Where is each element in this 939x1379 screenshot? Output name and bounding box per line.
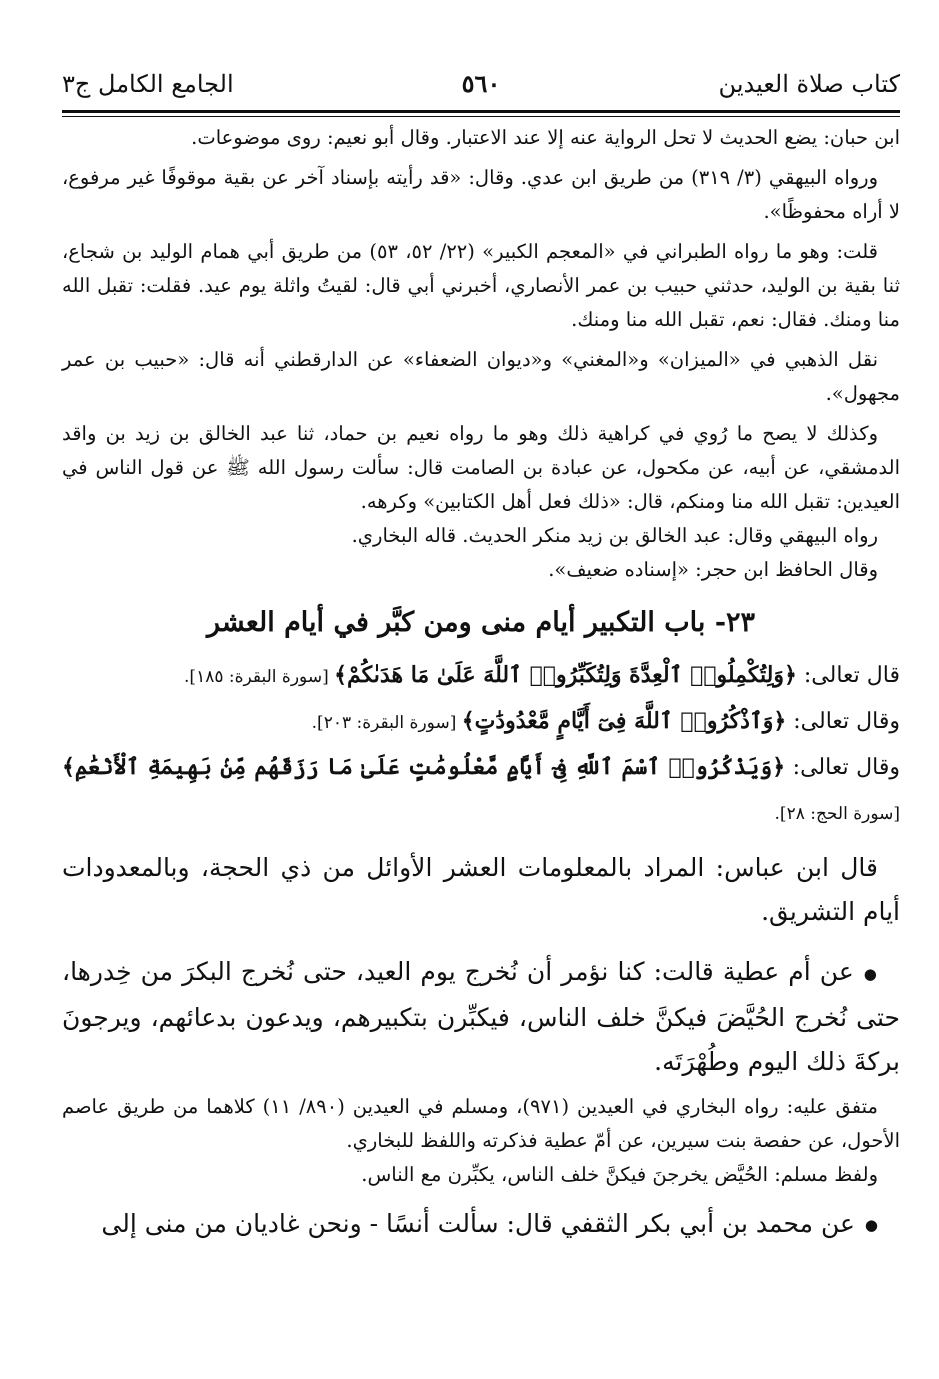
- bullet-icon: [854, 957, 878, 986]
- header-rule-thin: [62, 116, 900, 117]
- verse-line: [62, 653, 900, 699]
- verse-line: [62, 745, 900, 836]
- footnote-paragraph: وكذلك لا يصح ما رُوي في كراهية ذلك وهو ما رواه نعيم بن حماد، ثنا عبد الخالق بن زيد بن واقد الدمشقي، عن أبيه، عن مكحول، عن عبادة بن الصامت قال: سألت رسول الله ﷺ عن قول الناس في العيدين: تقبل الله منا ومنكم، قال: «ذلك فعل أهل الكتابين» وكرهه.: [62, 422, 900, 513]
- footnote-paragraph: متفق عليه: رواه البخاري في العيدين (٩٧١)، ومسلم في العيدين (٨٩٠/ ١١) كلاهما من طريق عاصم الأحول، عن حفصة بنت سيرين، عن أمّ عطية فذكرته واللفظ للبخاري.: [62, 1094, 900, 1152]
- verse-intro: قال تعالى:: [796, 663, 900, 688]
- footnote-paragraph: ورواه البيهقي (٣/ ٣١٩) من طريق ابن عدي. وقال: «قد رأيته بإسناد آخر عن بقية موقوفًا غير مرفوع، لا أراه محفوظًا».: [62, 166, 900, 223]
- hadith-text: عن محمد بن أبي بكر الثقفي قال: سألت أنسًا - ونحن غاديان من منى إلى: [101, 1208, 855, 1238]
- verse-intro: وقال تعالى:: [786, 709, 900, 734]
- page-header: [62, 58, 900, 104]
- footnote-paragraph: رواه البيهقي وقال: عبد الخالق بن زيد منكر الحديث. قاله البخاري.: [351, 524, 878, 547]
- header-rule-thick: [62, 110, 900, 113]
- verse-ayah: ﴿وَيَذْكُرُوا۟ ٱسْمَ ٱللَّهِ فِىٓ أَيَّامٍ مَّعْلُومَٰتٍ عَلَىٰ مَا رَزَقَهُم مِّنۢ بَهِيمَةِ ٱلْأَنْعَٰمِ﴾: [62, 754, 786, 780]
- page-number: ٥٦٠: [461, 69, 501, 98]
- ibn-abbas-paragraph: قال ابن عباس: المراد بالمعلومات العشر الأوائل من ذي الحجة، وبالمعدودات أيام التشريق.: [62, 853, 900, 926]
- book-title: كتاب صلاة العيدين: [718, 70, 900, 98]
- hadith-text: عن أم عطية قالت: كنا نؤمر أن نُخرج يوم العيد، حتى نُخرج البكرَ من خِدرها، حتى نُخرج الحُيَّضَ فيكنَّ خلف الناس، فيكبِّرن بتكبيرهم، ويدعون بدعائهم، ويرجونَ بركةَ ذلك اليوم وطُهْرَتَه.: [62, 957, 900, 1076]
- hadith-paragraph: [62, 1202, 900, 1248]
- book-page: [62, 58, 900, 1247]
- verse-reference: [سورة الحج: ٢٨].: [774, 804, 900, 824]
- verse-reference: [سورة البقرة: ١٨٥].: [184, 667, 335, 687]
- footnote-paragraph: قلت: وهو ما رواه الطبراني في «المعجم الكبير» (٢٢/ ٥٢، ٥٣) من طريق أبي همام الوليد بن شجاع، ثنا بقية بن الوليد، حدثني حبيب بن عمر الأنصاري، أخبرني أبي قال: لقيتُ واثلة يوم عيد. فقلت: تقبل الله منا ومنك. فقال: نعم، تقبل الله منا ومنك.: [62, 240, 900, 331]
- collection-title: الجامع الكامل ج٣: [62, 70, 234, 98]
- verse-intro: وقال تعالى:: [785, 755, 900, 780]
- hadith-paragraph: [62, 950, 900, 1084]
- verse-line: [62, 699, 900, 745]
- verses-block: [62, 653, 900, 836]
- footnote-paragraph: نقل الذهبي في «الميزان» و«المغني» و«ديوان الضعفاء» عن الدارقطني أنه قال: «حبيب بن عمر مجهول».: [62, 348, 900, 405]
- footnotes-top: [62, 121, 900, 587]
- footnote-paragraph: ابن حبان: يضع الحديث لا تحل الرواية عنه إلا عند الاعتبار. وقال أبو نعيم: روى موضوعات.: [191, 126, 900, 149]
- verse-ayah: ﴿وَٱذْكُرُوا۟ ٱللَّهَ فِىٓ أَيَّامٍ مَّعْدُودَٰتٍ﴾: [461, 708, 787, 734]
- footnote-paragraph: وقال الحافظ ابن حجر: «إسناده ضعيف».: [548, 558, 878, 581]
- chapter-heading: ٢٣- باب التكبير أيام منى ومن كبَّر في أيام العشر: [206, 607, 756, 638]
- footnote-paragraph: ولفظ مسلم: الحُيَّض يخرجنَ فيكنَّ خلف الناس، يكبِّرن مع الناس.: [361, 1162, 878, 1186]
- bullet-icon: [855, 1209, 878, 1238]
- verse-reference: [سورة البقرة: ٢٠٣].: [311, 713, 462, 733]
- footnotes-bottom: [62, 1090, 900, 1192]
- verse-ayah: ﴿وَلِتُكْمِلُوا۟ ٱلْعِدَّةَ وَلِتُكَبِّرُوا۟ ٱللَّهَ عَلَىٰ مَا هَدَىٰكُمْ﴾: [334, 662, 797, 688]
